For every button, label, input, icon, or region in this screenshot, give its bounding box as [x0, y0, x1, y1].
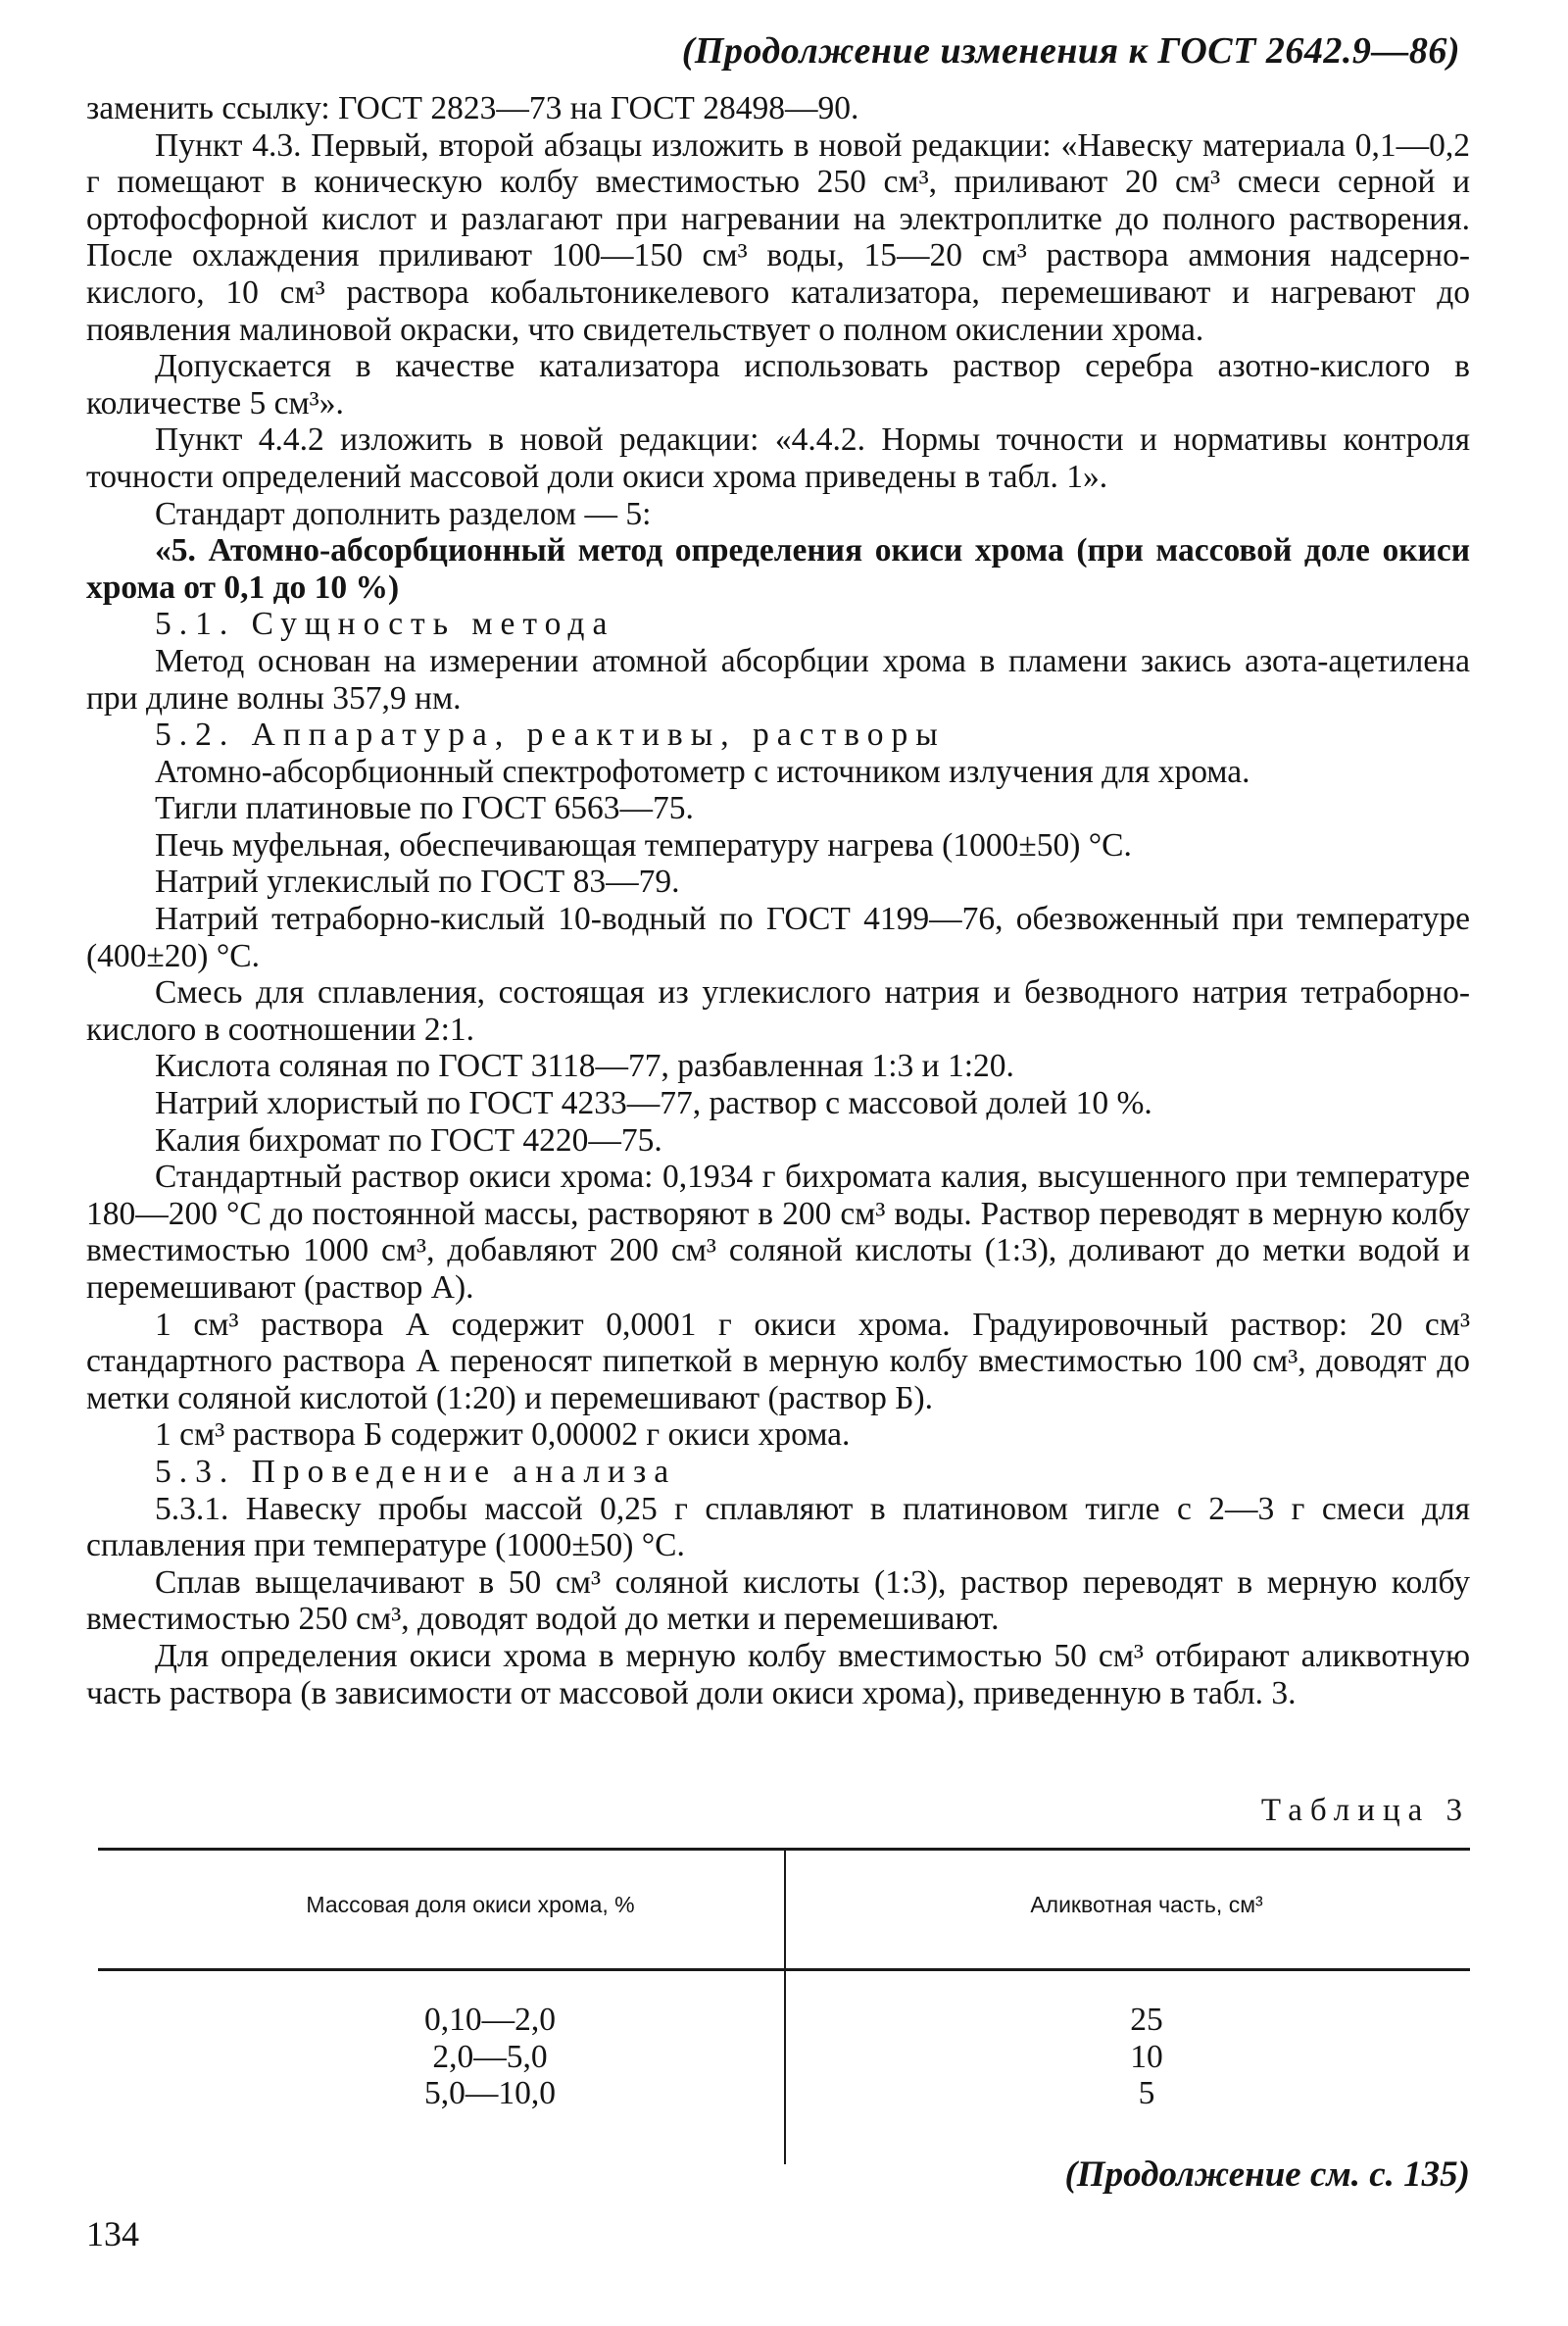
- paragraph: Допускается в качестве катализатора использовать раствор серебра азотно-кислого в количестве 5 см³».: [86, 348, 1470, 421]
- paragraph: Пункт 4.3. Первый, второй абзацы изложить в новой редакции: «Навеску материала 0,1—0,2 г помещают в коническую колбу вместимостью 250 см³, приливают 20 см³ смеси серной и ортофосфорной кислот и разлагают при нагревании на электроплитке до полного растворения. После охлаждения приливают 100—150 см³ воды, 15—20 см³ раствора аммония надсерно-кислого, 10 см³ раствора кобальтоникелевого катализатора, перемешивают и нагревают до появления малиновой окраски, что свидетельствует о полном окислении хрома.: [86, 126, 1470, 348]
- table-cell: 10: [1130, 2038, 1163, 2075]
- paragraph: Смесь для сплавления, состоящая из углекислого натрия и безводного натрия тетраборно-кислого в соотношении 2:1.: [86, 974, 1470, 1048]
- table-column-aliquot: [769, 2002, 1524, 2112]
- table-cell: 5,0—10,0: [424, 2075, 556, 2112]
- continuation-footer: (Продолжение см. с. 135): [1064, 2154, 1470, 2195]
- paragraph: Натрий тетраборно-кислый 10-водный по ГОСТ 4199—76, обезвоженный при температуре (400±20) °С.: [86, 901, 1470, 974]
- paragraph: Кислота соляная по ГОСТ 3118—77, разбавленная 1:3 и 1:20.: [155, 1048, 1014, 1085]
- table-cell: 25: [1130, 2002, 1163, 2038]
- table-column-mass-fraction: [176, 2002, 804, 2112]
- paragraph: Натрий углекислый по ГОСТ 83—79.: [155, 864, 680, 901]
- paragraph: Печь муфельная, обеспечивающая температуру нагрева (1000±50) °С.: [155, 826, 1132, 864]
- subsection-heading: 5.2. Аппаратура, реактивы, растворы: [155, 717, 946, 754]
- table-header-rule: [98, 1968, 1470, 1971]
- paragraph: Стандартный раствор окиси хрома: 0,1934 г бихромата калия, высушенного при температуре 180—200 °С до постоянной массы, растворяют в 200 см³ воды. Раствор переводят в мерную колбу вместимостью 1000 см³, добавляют 200 см³ соляной кислоты (1:3), доливают до метки водой и перемешивают (раствор А).: [86, 1159, 1470, 1306]
- paragraph: Тигли платиновые по ГОСТ 6563—75.: [155, 790, 694, 827]
- paragraph: 5.3.1. Навеску пробы массой 0,25 г сплавляют в платиновом тигле с 2—3 г смеси для сплавления при температуре (1000±50) °С.: [86, 1490, 1470, 1564]
- page-number: 134: [86, 2214, 139, 2253]
- section-heading: «5. Атомно-абсорбционный метод определения окиси хрома (при массовой доле окиси хрома от 0,1 до 10 %): [86, 532, 1470, 606]
- subsection-heading: 5.3. Проведение анализа: [155, 1453, 677, 1490]
- body-text: [86, 90, 1470, 1711]
- paragraph: Метод основан на измерении атомной абсорбции хрома в пламени закись азота-ацетилена при длине волны 357,9 нм.: [86, 642, 1470, 717]
- paragraph: 1 см³ раствора А содержит 0,0001 г окиси хрома. Градуировочный раствор: 20 см³ стандартного раствора А переносят пипеткой в мерную колбу вместимостью 100 см³, доводят до метки соляной кислотой (1:20) и перемешивают (раствор Б).: [86, 1306, 1470, 1416]
- table-cell: 5: [1138, 2075, 1155, 2112]
- paragraph: Для определения окиси хрома в мерную колбу вместимостью 50 см³ отбирают аликвотную часть раствора (в зависимости от массовой доли окиси хрома), приведенную в табл. 3.: [86, 1637, 1470, 1711]
- paragraph: Натрий хлористый по ГОСТ 4233—77, раствор с массовой долей 10 %.: [155, 1085, 1152, 1122]
- table-cell: 2,0—5,0: [432, 2038, 548, 2075]
- table-header-mass-fraction: Массовая доля окиси хрома, %: [306, 1892, 635, 1917]
- paragraph: Сплав выщелачивают в 50 см³ соляной кислоты (1:3), раствор переводят в мерную колбу вместимостью 250 см³, доводят водой до метки и перемешивают.: [86, 1563, 1470, 1638]
- paragraph: Стандарт дополнить разделом — 5:: [155, 495, 652, 532]
- table-caption: Таблица 3: [1260, 1793, 1470, 1828]
- paragraph: 1 см³ раствора Б содержит 0,00002 г окиси хрома.: [155, 1416, 851, 1454]
- table-cell: 0,10—2,0: [424, 2002, 556, 2038]
- paragraph: заменить ссылку: ГОСТ 2823—73 на ГОСТ 28498—90.: [86, 90, 859, 126]
- subsection-heading: 5.1. Сущность метода: [155, 606, 615, 643]
- table-header-aliquot: Аликвотная часть, см³: [1030, 1892, 1263, 1917]
- paragraph: Калия бихромат по ГОСТ 4220—75.: [155, 1121, 662, 1159]
- paragraph: Атомно-абсорбционный спектрофотометр с источником излучения для хрома.: [155, 753, 1250, 790]
- paragraph: Пункт 4.4.2 изложить в новой редакции: «4.4.2. Нормы точности и нормативы контроля точности определений массовой доли окиси хрома приведены в табл. 1».: [86, 421, 1470, 495]
- continuation-header: (Продолжение изменения к ГОСТ 2642.9—86): [681, 30, 1460, 72]
